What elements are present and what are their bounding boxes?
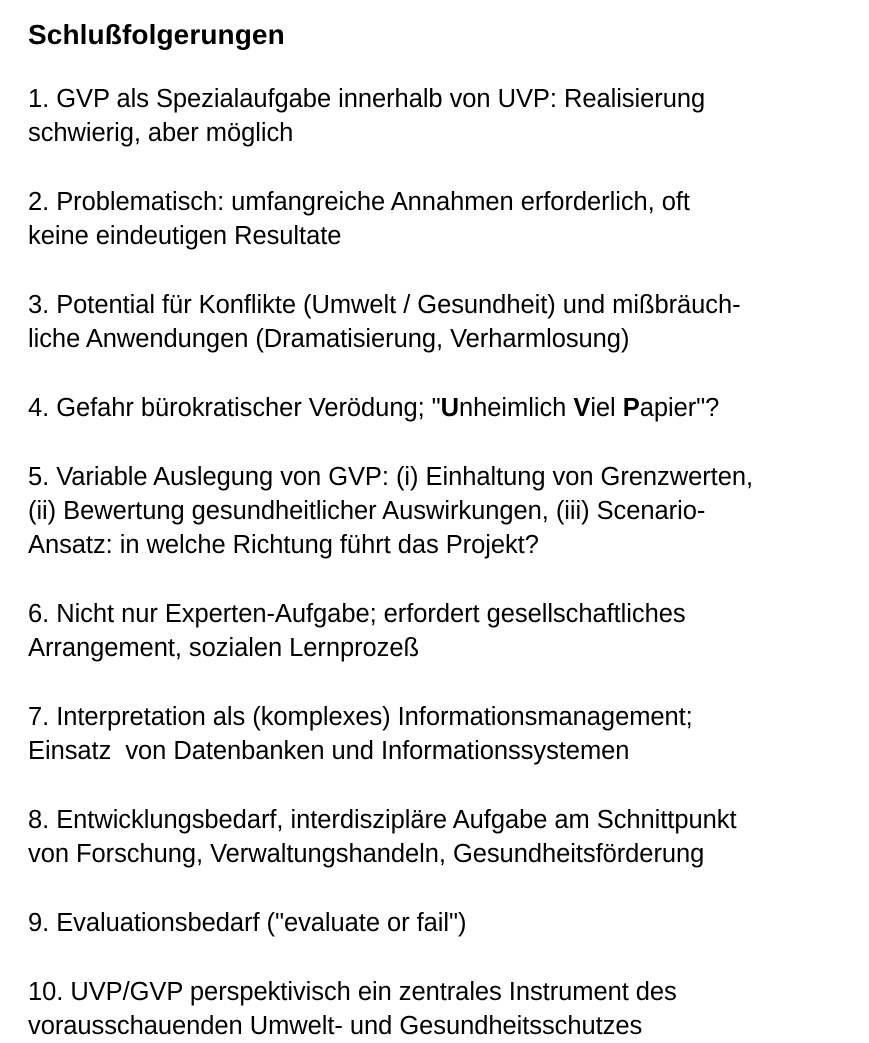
conclusion-line: 5. Variable Auslegung von GVP: (i) Einhaltung von Grenzwerten, [28,463,754,491]
conclusion-line: liche Anwendungen (Dramatisierung, Verharmlosung) [28,325,630,353]
emphasised-initial: P [622,394,640,422]
conclusion-line: 9. Evaluationsbedarf ("evaluate or fail") [28,909,467,937]
conclusion-line: schwierig, aber möglich [28,119,294,147]
conclusion-text-run: apier"? [639,394,720,422]
conclusion-item [28,597,851,665]
conclusion-line: keine eindeutigen Resultate [28,222,342,250]
conclusion-line: 3. Potential für Konflikte (Umwelt / Gesundheit) und mißbräuch- [28,291,741,319]
item-spacer [28,356,851,391]
item-spacer [28,871,851,906]
item-spacer [28,253,851,288]
item-spacer [28,940,851,975]
item-spacer [28,425,851,460]
conclusion-line: 1. GVP als Spezialaufgabe innerhalb von UVP: Realisierung [28,85,706,113]
conclusion-line: 6. Nicht nur Experten-Aufgabe; erfordert gesellschaftliches [28,600,686,628]
item-spacer [28,562,851,597]
conclusion-item [28,700,851,768]
title-spacer [28,52,851,82]
emphasised-initial: V [573,394,591,422]
conclusion-line: 10. UVP/GVP perspektivisch ein zentrales Instrument des [28,978,677,1006]
conclusion-line: Ansatz: in welche Richtung führt das Projekt? [28,531,539,559]
conclusion-item [28,288,851,356]
item-spacer [28,665,851,700]
conclusion-item [28,391,851,425]
item-spacer [28,768,851,803]
conclusion-text-run: nheimlich [459,394,574,422]
conclusion-line: 2. Problematisch: umfangreiche Annahmen erforderlich, oft [28,188,690,216]
conclusion-item [28,185,851,253]
conclusion-item [28,803,851,871]
conclusion-item [28,82,851,150]
page-title: Schlußfolgerungen [28,19,285,50]
conclusion-text-run: iel [590,394,623,422]
conclusion-line: vorausschauenden Umwelt- und Gesundheitsschutzes [28,1012,643,1040]
conclusion-line: 7. Interpretation als (komplexes) Informationsmanagement; [28,703,693,731]
item-spacer [28,150,851,185]
conclusion-item [28,460,851,562]
conclusion-line: Einsatz von Datenbanken und Informationssystemen [28,737,630,765]
conclusion-line [28,391,851,425]
conclusion-line: von Forschung, Verwaltungshandeln, Gesundheitsförderung [28,840,705,868]
conclusion-line: (ii) Bewertung gesundheitlicher Auswirkungen, (iii) Scenario- [28,497,706,525]
conclusion-item [28,906,851,940]
conclusions-list [28,82,851,1043]
conclusion-text-run: 4. Gefahr bürokratischer Verödung; " [28,394,441,422]
emphasised-initial: U [440,394,460,422]
conclusion-item [28,975,851,1043]
conclusion-line: 8. Entwicklungsbedarf, interdiszipläre Aufgabe am Schnittpunkt [28,806,737,834]
conclusion-line: Arrangement, sozialen Lernprozeß [28,634,420,662]
